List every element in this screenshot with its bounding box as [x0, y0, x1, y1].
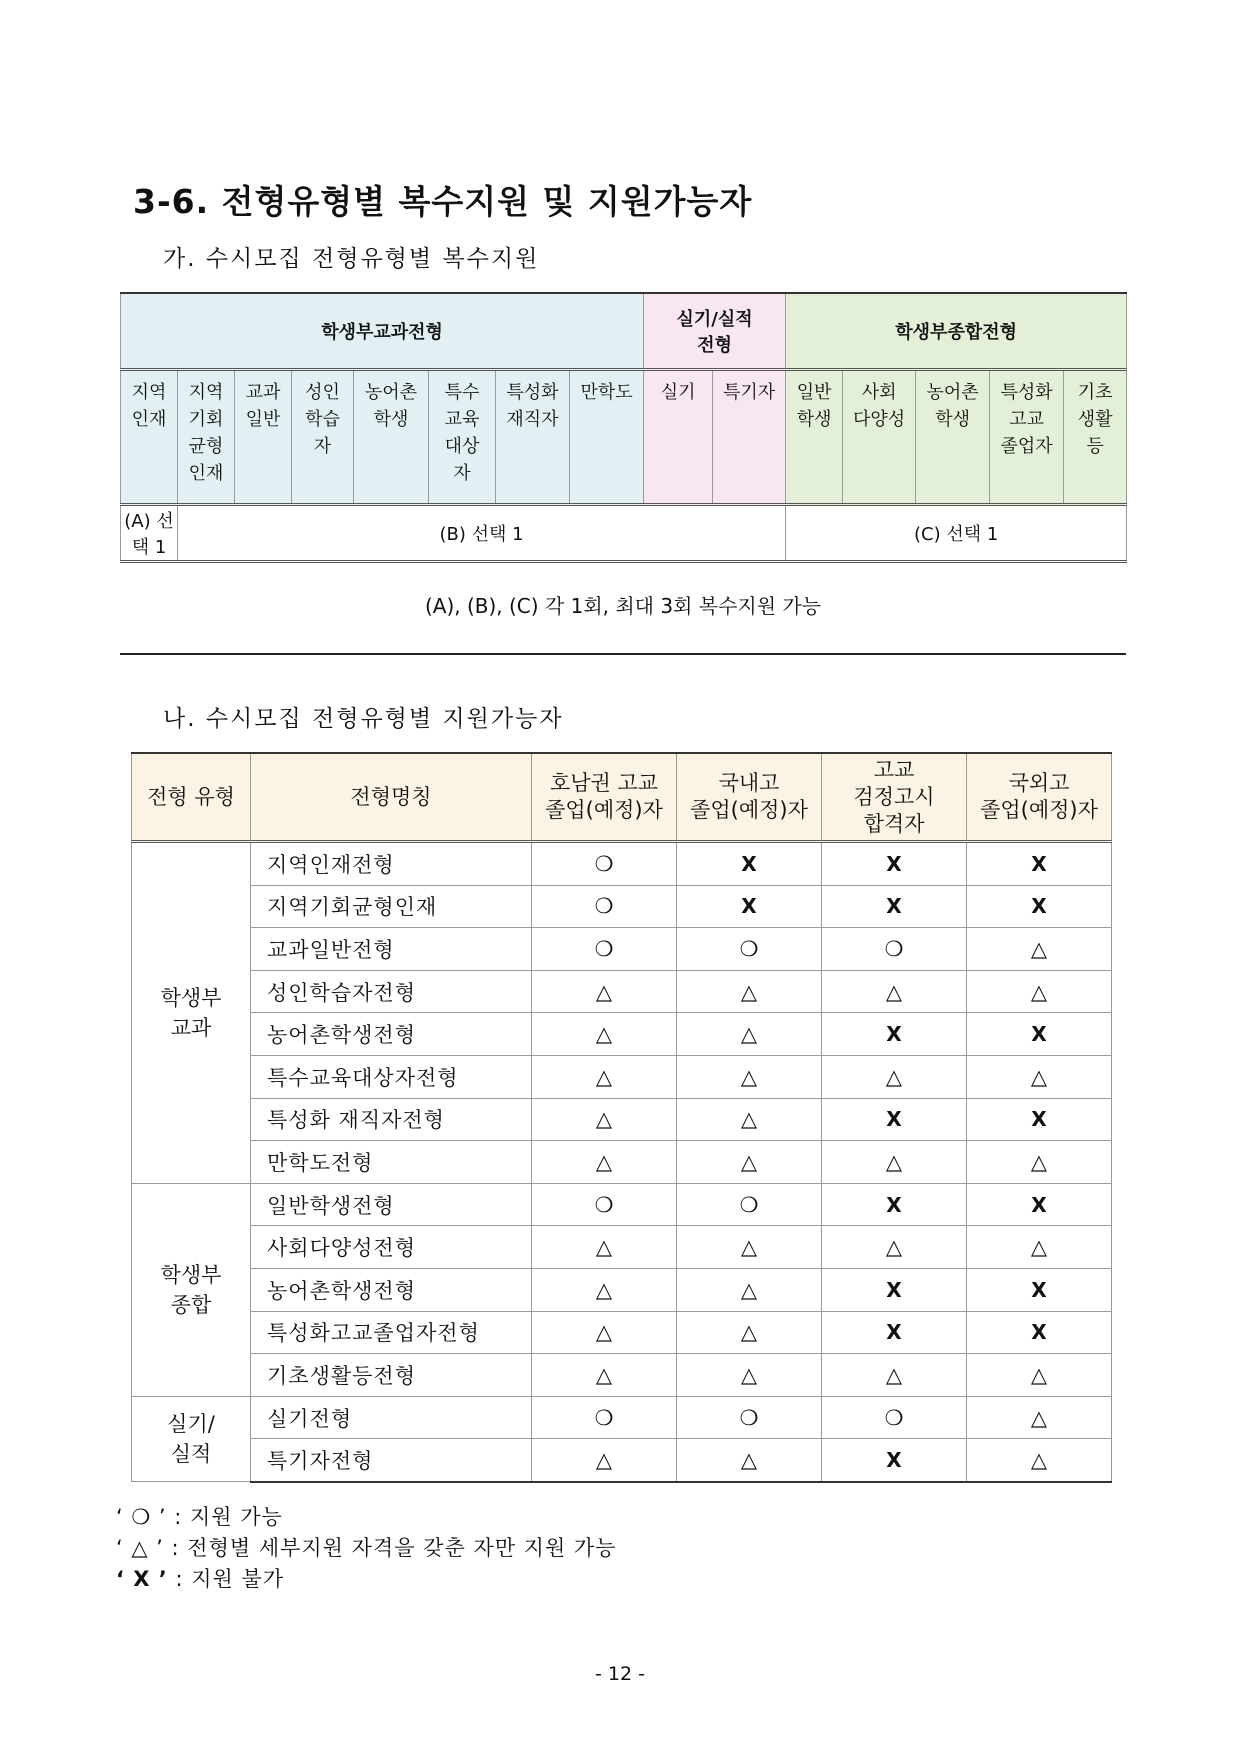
program-name: 일반학생전형 — [251, 1183, 532, 1226]
column-header: 호남권 고교 졸업(예정)자 — [532, 753, 677, 842]
column-header: 전형 유형 — [132, 753, 251, 842]
eligibility-cell: △ — [967, 1226, 1112, 1269]
legend-item — [116, 1533, 616, 1564]
program-name: 지역기회균형인재 — [251, 885, 532, 928]
legend-text: : 지원 가능 — [166, 1505, 283, 1529]
subtype-cell: 특수 교육 대상 자 — [429, 370, 496, 505]
eligibility-table — [131, 752, 1112, 1483]
eligibility-cell: X — [822, 1439, 967, 1482]
eligibility-cell: △ — [967, 1141, 1112, 1184]
eligibility-cell: X — [967, 1183, 1112, 1226]
column-header: 고교 검정고시 합격자 — [822, 753, 967, 842]
eligibility-cell: X — [677, 885, 822, 928]
legend — [116, 1502, 616, 1595]
column-header: 국내고 졸업(예정)자 — [677, 753, 822, 842]
program-name: 실기전형 — [251, 1396, 532, 1439]
legend-key: ‘ △ ’ — [116, 1536, 164, 1560]
eligibility-cell: △ — [677, 970, 822, 1013]
eligibility-cell: △ — [677, 1354, 822, 1397]
column-header: 전형명칭 — [251, 753, 532, 842]
subtype-cell: 만학도 — [570, 370, 644, 505]
eligibility-cell: △ — [822, 1226, 967, 1269]
eligibility-cell: X — [822, 885, 967, 928]
eligibility-cell: △ — [967, 1396, 1112, 1439]
section-a-heading: 가. 수시모집 전형유형별 복수지원 — [163, 246, 540, 272]
eligibility-cell: ❍ — [532, 928, 677, 971]
program-name: 만학도전형 — [251, 1141, 532, 1184]
eligibility-cell: △ — [677, 1013, 822, 1056]
eligibility-cell: ❍ — [532, 842, 677, 886]
eligibility-cell: △ — [532, 1268, 677, 1311]
table-row — [132, 1183, 1112, 1226]
eligibility-cell: X — [822, 1183, 967, 1226]
eligibility-cell: X — [822, 1013, 967, 1056]
eligibility-cell: △ — [677, 1439, 822, 1482]
eligibility-cell: △ — [532, 1141, 677, 1184]
eligibility-cell: △ — [967, 1055, 1112, 1098]
eligibility-cell: △ — [532, 1226, 677, 1269]
group-cell: 학생부 교과 — [132, 842, 251, 1184]
eligibility-cell: ❍ — [532, 885, 677, 928]
section-b-heading: 나. 수시모집 전형유형별 지원가능자 — [163, 706, 564, 732]
subtype-cell: 사회 다양성 — [843, 370, 916, 505]
subtype-cell: 농어촌 학생 — [354, 370, 429, 505]
group-header: 학생부교과전형 — [121, 293, 644, 370]
subtype-cell: 특성화 고교 졸업자 — [990, 370, 1064, 505]
group-cell: 실기/ 실적 — [132, 1396, 251, 1482]
subtype-cell: 교과 일반 — [235, 370, 292, 505]
multi-application-table — [120, 292, 1127, 563]
subtype-cell: 지역 인재 — [121, 370, 178, 505]
eligibility-cell: ❍ — [677, 928, 822, 971]
eligibility-cell: X — [677, 842, 822, 886]
eligibility-cell: △ — [677, 1055, 822, 1098]
eligibility-cell: △ — [677, 1268, 822, 1311]
eligibility-cell: △ — [967, 1439, 1112, 1482]
group-header: 학생부종합전형 — [786, 293, 1127, 370]
eligibility-cell: ❍ — [822, 928, 967, 971]
eligibility-cell: X — [967, 1013, 1112, 1056]
eligibility-cell: ❍ — [822, 1396, 967, 1439]
program-name: 특성화고교졸업자전형 — [251, 1311, 532, 1354]
group-header: 실기/실적 전형 — [644, 293, 786, 370]
subtype-cell: 특기자 — [713, 370, 786, 505]
table-row — [132, 885, 1112, 928]
selection-cell: (C) 선택 1 — [786, 505, 1127, 562]
subtype-cell: 지역 기회 균형 인재 — [178, 370, 235, 505]
eligibility-cell: △ — [967, 970, 1112, 1013]
subtype-cell: 농어촌 학생 — [916, 370, 990, 505]
legend-key: ‘ ❍ ’ — [116, 1505, 167, 1529]
eligibility-cell: ❍ — [677, 1396, 822, 1439]
eligibility-cell: △ — [822, 1354, 967, 1397]
table-row — [132, 970, 1112, 1013]
legend-text: : 지원 불가 — [167, 1567, 285, 1591]
program-name: 지역인재전형 — [251, 842, 532, 886]
subtype-cell: 실기 — [644, 370, 713, 505]
eligibility-cell: △ — [822, 970, 967, 1013]
table-row — [132, 1013, 1112, 1056]
table-row — [132, 1141, 1112, 1184]
eligibility-cell: △ — [822, 1055, 967, 1098]
program-name: 특성화 재직자전형 — [251, 1098, 532, 1141]
table-row — [132, 1055, 1112, 1098]
eligibility-cell: ❍ — [677, 1183, 822, 1226]
legend-item — [116, 1564, 616, 1595]
eligibility-cell: △ — [532, 1311, 677, 1354]
eligibility-cell: X — [822, 1098, 967, 1141]
table-row — [132, 842, 1112, 886]
eligibility-cell: △ — [532, 1013, 677, 1056]
eligibility-cell: △ — [532, 1439, 677, 1482]
eligibility-cell: ❍ — [532, 1396, 677, 1439]
eligibility-cell: X — [967, 1268, 1112, 1311]
program-name: 농어촌학생전형 — [251, 1013, 532, 1056]
eligibility-cell: △ — [532, 970, 677, 1013]
table-row — [132, 1311, 1112, 1354]
legend-item — [116, 1502, 616, 1533]
eligibility-cell: ❍ — [532, 1183, 677, 1226]
selection-cell: (B) 선택 1 — [178, 505, 786, 562]
table-row — [132, 1396, 1112, 1439]
table-row — [132, 1354, 1112, 1397]
eligibility-cell: X — [967, 885, 1112, 928]
eligibility-cell: △ — [967, 1354, 1112, 1397]
selection-cell: (A) 선택 1 — [121, 505, 178, 562]
program-name: 농어촌학생전형 — [251, 1268, 532, 1311]
eligibility-cell: △ — [677, 1311, 822, 1354]
table-row — [132, 928, 1112, 971]
eligibility-cell: △ — [532, 1055, 677, 1098]
eligibility-cell: X — [967, 1311, 1112, 1354]
subtype-cell: 일반 학생 — [786, 370, 843, 505]
program-name: 교과일반전형 — [251, 928, 532, 971]
table-row — [132, 1268, 1112, 1311]
table-row — [132, 1226, 1112, 1269]
eligibility-cell: △ — [677, 1098, 822, 1141]
multi-application-note: (A), (B), (C) 각 1회, 최대 3회 복수지원 가능 — [424, 594, 822, 618]
column-header: 국외고 졸업(예정)자 — [967, 753, 1112, 842]
subtype-cell: 특성화 재직자 — [496, 370, 570, 505]
eligibility-cell: △ — [822, 1141, 967, 1184]
table-row — [132, 1098, 1112, 1141]
eligibility-cell: △ — [677, 1226, 822, 1269]
section-divider — [120, 653, 1126, 655]
legend-text: : 전형별 세부지원 자격을 갖춘 자만 지원 가능 — [163, 1536, 617, 1560]
program-name: 기초생활등전형 — [251, 1354, 532, 1397]
eligibility-cell: △ — [677, 1141, 822, 1184]
eligibility-cell: △ — [532, 1354, 677, 1397]
program-name: 사회다양성전형 — [251, 1226, 532, 1269]
program-name: 특기자전형 — [251, 1439, 532, 1482]
eligibility-cell: X — [822, 1311, 967, 1354]
page-title: 3-6. 전형유형별 복수지원 및 지원가능자 — [133, 182, 753, 221]
program-name: 특수교육대상자전형 — [251, 1055, 532, 1098]
table-row — [132, 1439, 1112, 1482]
eligibility-cell: X — [967, 842, 1112, 886]
subtype-cell: 기초 생활 등 — [1064, 370, 1127, 505]
eligibility-cell: X — [822, 842, 967, 886]
eligibility-cell: △ — [532, 1098, 677, 1141]
eligibility-cell: X — [967, 1098, 1112, 1141]
program-name: 성인학습자전형 — [251, 970, 532, 1013]
subtype-cell: 성인 학습 자 — [292, 370, 354, 505]
eligibility-cell: X — [822, 1268, 967, 1311]
group-cell: 학생부 종합 — [132, 1183, 251, 1396]
eligibility-cell: △ — [967, 928, 1112, 971]
legend-key: ‘ X ’ — [116, 1567, 168, 1591]
page-number: - 12 - — [595, 1663, 645, 1685]
